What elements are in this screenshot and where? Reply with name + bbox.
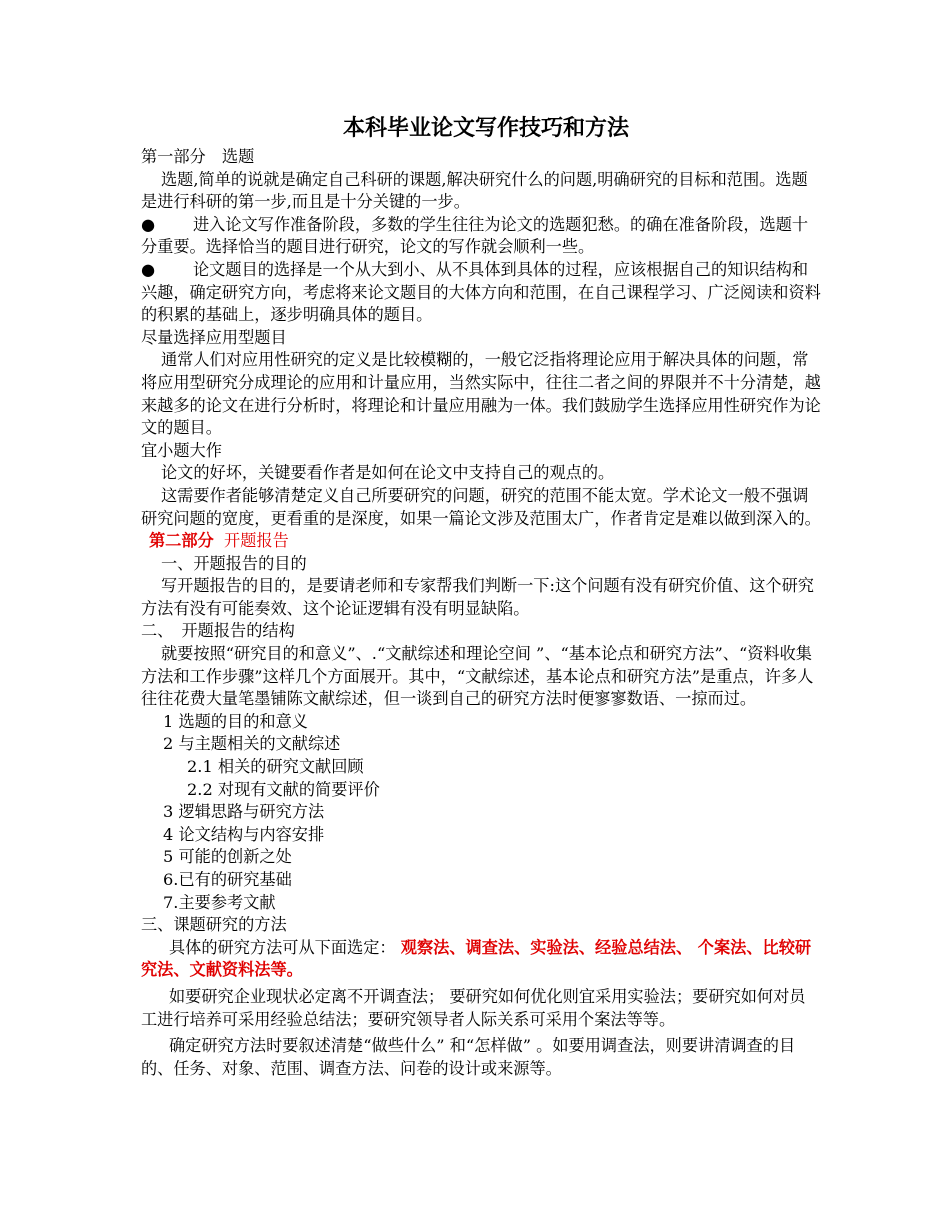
part2-title: 开题报告 — [224, 531, 289, 551]
outline-list — [141, 711, 821, 914]
outline-item: 4 论文结构与内容安排 — [163, 824, 325, 844]
section2-text: 就要按照“研究目的和意义”、.“文献综述和理论空间 ”、“基本论点和研究方法”、“资料收集方法和工作步骤”这样几个方面展开。其中，“文献综述，基本论点和研究方法”是重点，许多人往往花费大量笔墨铺陈文献综述，但一谈到自己的研究方法时便寥寥数语、一掠而过。 — [141, 644, 814, 709]
bullet-item-2 — [141, 259, 821, 327]
subheading-small-topic: 宜小题大作 — [141, 440, 222, 460]
methods-intro: 具体的研究方法可从下面选定： — [169, 937, 396, 957]
outline-item: 2.2 对现有文献的简要评价 — [187, 779, 380, 799]
bullet-icon: ● — [141, 214, 156, 234]
section3-methods — [141, 937, 821, 982]
section1-text: 写开题报告的目的，是要请老师和专家帮我们判断一下:这个问题有没有研究价值、这个研究方法有没有可能奏效、这个论证逻辑有没有明显缺陷。 — [141, 576, 814, 618]
document-page — [141, 112, 821, 1080]
subheading-applied-topic: 尽量选择应用型题目 — [141, 327, 287, 347]
page-title: 本科毕业论文写作技巧和方法 — [342, 116, 629, 141]
bullet-text: 进入论文写作准备阶段，多数的学生往往为论文的选题犯愁。的确在准备阶段，选题十分重要。选择恰当的题目进行研究，论文的写作就会顺利一些。 — [141, 214, 809, 257]
part2-heading — [141, 530, 821, 553]
paragraph-quality: 论文的好坏，关键要看作者是如何在论文中支持自己的观点的。 — [161, 463, 615, 483]
outline-item: 7.主要参考文献 — [163, 892, 276, 912]
outline-item: 2 与主题相关的文献综述 — [163, 734, 341, 754]
bullet-text: 论文题目的选择是一个从大到小、从不具体到具体的过程，应该根据自己的知识结构和兴趣，确定研究方向，考虑将来论文题目的大体方向和范围，在自己课程学习、广泛阅读和资料的积累的基础上，逐步明确具体的题目。 — [141, 259, 821, 325]
paragraph-applied-research: 通常人们对应用性研究的定义是比较模糊的，一般它泛指将理论应用于解决具体的问题，常将应用型研究分成理论的应用和计量应用，当然实际中，往往二者之间的界限并不十分清楚，越来越多的论文在进行分析时，将理论和计量应用融为一体。我们鼓励学生选择应用性研究作为论文的题目。 — [141, 350, 821, 438]
part1-heading: 第一部分 选题 — [141, 147, 255, 166]
methods-list: 观察法、调查法、实验法、经验总结法、 个案法、比较研究法、文献资料法等。 — [141, 937, 812, 980]
outline-item: 2.1 相关的研究文献回顾 — [187, 757, 364, 777]
section1-heading: 一、开题报告的目的 — [161, 553, 307, 573]
outline-item: 1 选题的目的和意义 — [163, 711, 308, 731]
outline-item: 3 逻辑思路与研究方法 — [163, 802, 325, 822]
outline-item: 5 可能的创新之处 — [163, 847, 292, 867]
bullet-icon: ● — [141, 259, 156, 279]
paragraph-depth: 这需要作者能够清楚定义自己所要研究的问题，研究的范围不能太宽。学术论文一般不强调研究问题的宽度，更看重的是深度，如果一篇论文涉及范围太广，作者肯定是难以做到深入的。 — [141, 485, 821, 528]
section2-heading: 二、 开题报告的结构 — [141, 621, 295, 641]
section3-guidance: 确定研究方法时要叙述清楚“做些什么” 和“怎样做” 。如要用调查法，则要讲清调查的目的、任务、对象、范围、调查方法、问卷的设计或来源等。 — [141, 1036, 796, 1078]
bullet-item-1 — [141, 214, 821, 259]
section3-examples: 如要研究企业现状必定离不开调查法； 要研究如何优化则宜采用实验法；要研究如何对员工进行培养可采用经验总结法；要研究领导者人际关系可采用个案法等等。 — [141, 986, 806, 1029]
outline-item: 6.已有的研究基础 — [163, 870, 292, 889]
paragraph-topic-definition: 选题,简单的说就是确定自己科研的课题,解决研究什么的问题,明确研究的目标和范围。选题是进行科研的第一步,而且是十分关键的一步。 — [141, 169, 808, 212]
section3-heading: 三、课题研究的方法 — [141, 915, 287, 935]
part2-label: 第二部分 — [149, 531, 214, 551]
